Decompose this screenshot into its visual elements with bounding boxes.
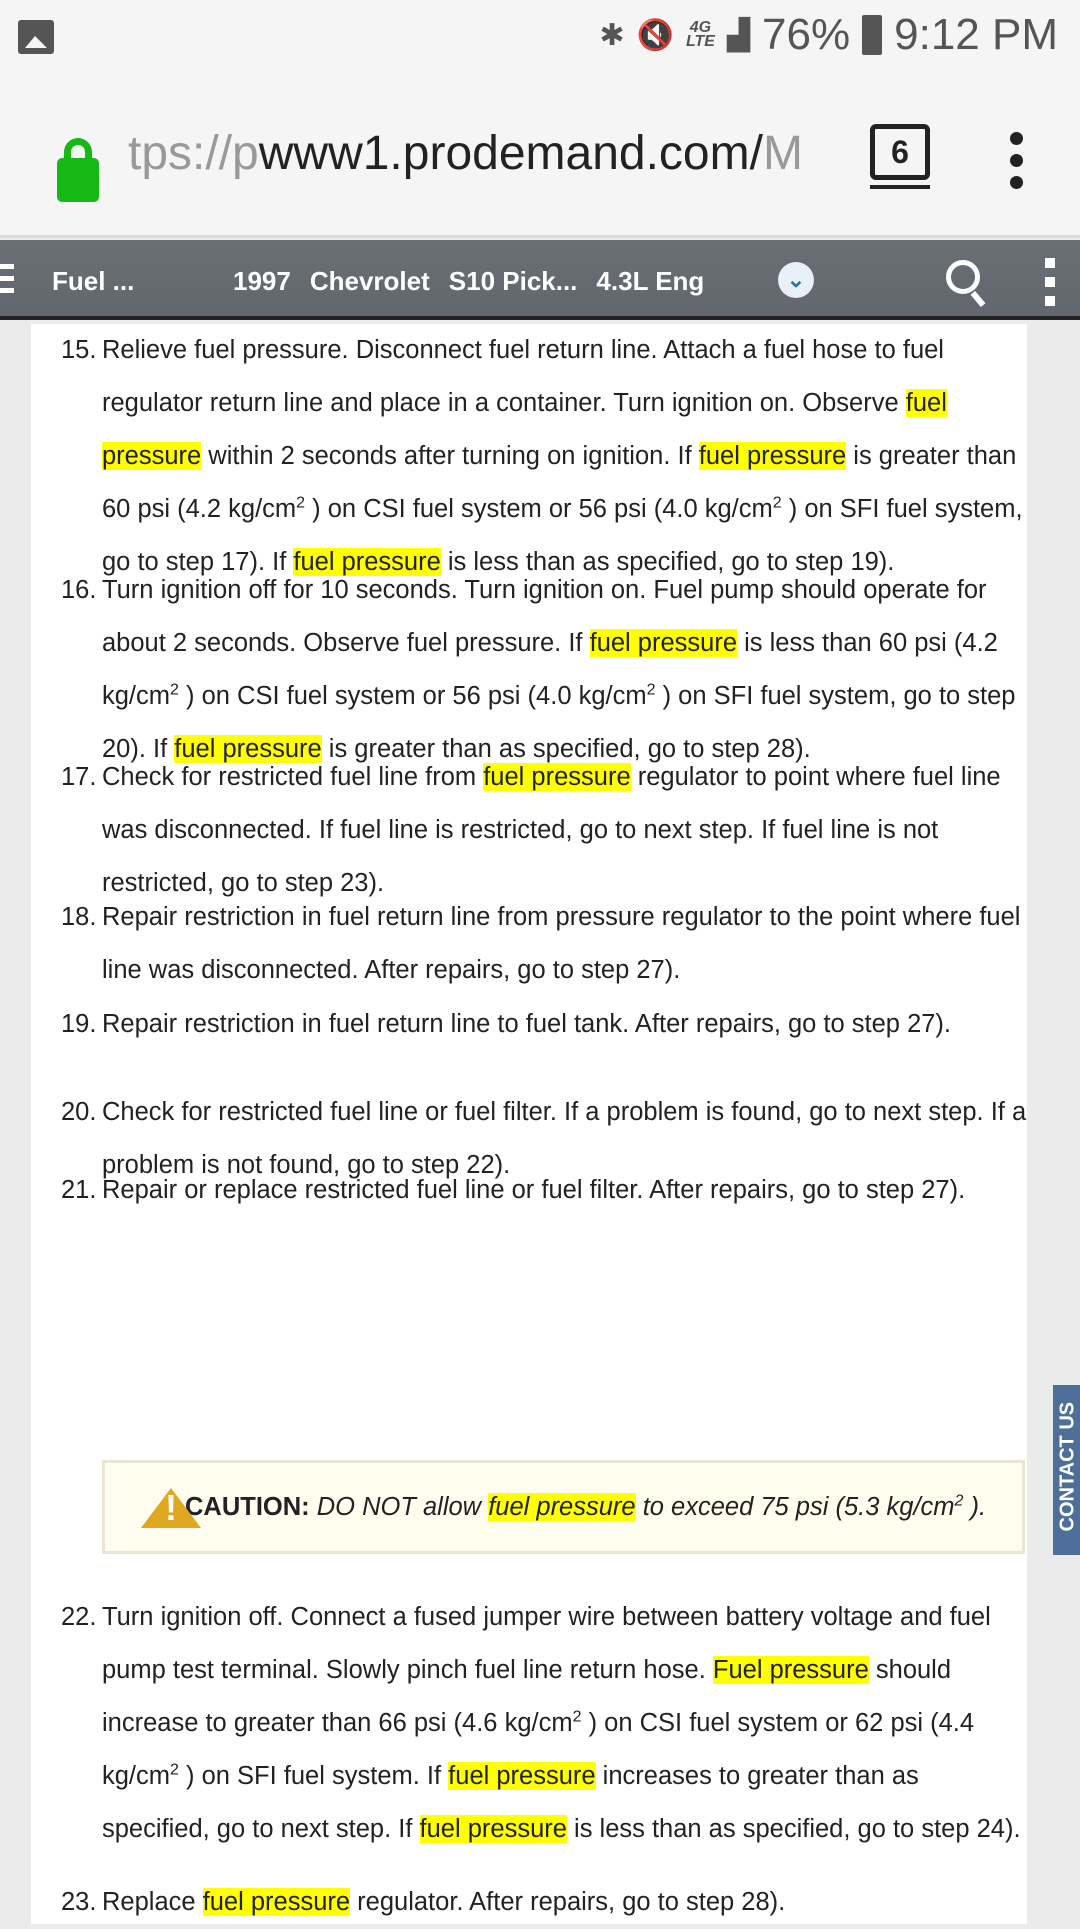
- vehicle-header: [0, 240, 1080, 320]
- vehicle-info[interactable]: [233, 266, 704, 297]
- text-segment: Repair or replace restricted fuel line or fuel filter. After repairs, go to step 27).: [102, 1176, 966, 1204]
- step-number: 21.: [61, 1176, 97, 1204]
- bluetooth-icon: ✱: [599, 18, 625, 52]
- url-bar[interactable]: [128, 126, 828, 181]
- text-segment: Replace: [102, 1888, 203, 1916]
- caution-text: to exceed 75 psi (5.3 kg/cm: [635, 1493, 955, 1521]
- text-segment: ) on CSI fuel system or 56 psi (4.0 kg/cm: [178, 682, 647, 710]
- network-label: 4G: [689, 19, 712, 36]
- contact-us-tab[interactable]: [1053, 1385, 1080, 1555]
- signal-icon: ▟: [726, 18, 751, 52]
- text-segment: is greater than 60 psi (4.2 kg/cm: [102, 442, 1017, 523]
- text-segment: Check for restricted fuel line or fuel filter. If a problem is found, go to next step. If a problem is not found, go to step 22).: [102, 1098, 1027, 1179]
- highlight: fuel pressure: [202, 1888, 351, 1916]
- highlight: fuel pressure: [174, 735, 322, 763]
- step-text: [102, 1591, 1027, 1856]
- browser-menu-icon[interactable]: [1006, 132, 1026, 198]
- text-segment: Turn ignition off. Connect a fused jumper wire between battery voltage and fuel pump test terminal. Slowly pinch fuel line return hose.: [102, 1603, 991, 1684]
- step-number: 15.: [61, 336, 97, 364]
- step-number: 20.: [61, 1098, 97, 1126]
- more-options-icon[interactable]: [1045, 258, 1055, 315]
- vibrate-mute-icon: 🔇: [636, 18, 674, 52]
- step-number: 18.: [61, 903, 97, 931]
- caution-label: CAUTION:: [185, 1493, 310, 1521]
- step-text: [102, 324, 1027, 589]
- text-segment: Repair restriction in fuel return line to fuel tank. After repairs, go to step 27).: [102, 1010, 952, 1038]
- step-number: 23.: [61, 1888, 97, 1916]
- text-segment: ) on SFI fuel system. If: [178, 1762, 449, 1790]
- step-text: [102, 1876, 1027, 1929]
- network-sub-label: LTE: [685, 33, 715, 50]
- chevron-down-icon[interactable]: ⌄: [778, 262, 814, 298]
- step-number: 16.: [61, 576, 97, 604]
- text-segment: Relieve fuel pressure. Disconnect fuel return line. Attach a fuel hose to fuel regulator return line and place in a container. Turn ignition on. Observe: [102, 336, 944, 417]
- caution-box: [102, 1460, 1025, 1554]
- section-title[interactable]: Fuel ...: [52, 266, 135, 296]
- highlight: Fuel pressure: [712, 1656, 869, 1684]
- hamburger-menu-icon[interactable]: [0, 264, 14, 300]
- text-segment: is less than 60 psi (4.2 kg/cm: [102, 629, 998, 710]
- step-text: [102, 751, 1027, 910]
- superscript: 2: [772, 494, 782, 512]
- superscript: 2: [572, 1708, 582, 1726]
- highlight: fuel pressure: [483, 763, 631, 791]
- text-segment: is greater than as specified, go to step 28).: [321, 735, 811, 763]
- superscript: 2: [170, 1761, 179, 1779]
- superscript: 2: [170, 681, 179, 699]
- text-segment: ) on SFI fuel system, go to step 20). If: [102, 682, 1016, 763]
- caution-text: ).: [963, 1493, 987, 1521]
- highlight: fuel pressure: [488, 1493, 636, 1521]
- step-text: [102, 1164, 1027, 1217]
- lock-icon[interactable]: [57, 138, 99, 182]
- highlight: fuel pressure: [293, 548, 441, 576]
- url-path: M: [762, 127, 803, 180]
- status-bar: [0, 0, 1080, 72]
- tab-switcher-button[interactable]: 6: [870, 124, 930, 180]
- search-icon[interactable]: [946, 260, 980, 294]
- text-segment: increases to greater than as specified, go to next step. If: [102, 1762, 919, 1843]
- step-number: 22.: [61, 1603, 97, 1631]
- battery-icon: [862, 15, 882, 55]
- text-segment: is less than as specified, go to step 19).: [440, 548, 895, 576]
- text-segment: within 2 seconds after turning on ignition. If: [201, 442, 699, 470]
- vehicle-model: S10 Pick...: [448, 266, 578, 296]
- text-segment: ) on CSI fuel system or 56 psi (4.0 kg/cm: [305, 495, 773, 523]
- superscript: 2: [954, 1492, 964, 1510]
- vehicle-engine: 4.3L Eng: [596, 266, 705, 296]
- text-segment: Repair restriction in fuel return line from pressure regulator to the point where fuel line was disconnected. After repairs, go to step 27).: [102, 903, 1021, 984]
- step-number: 19.: [61, 1010, 97, 1038]
- contact-us-label: CONTACT US: [1056, 1401, 1079, 1532]
- text-segment: ) on CSI fuel system or 62 psi (4.4 kg/cm: [102, 1709, 975, 1790]
- text-segment: ) on SFI fuel system, go to step 17). If: [102, 495, 1023, 576]
- step-text: [102, 564, 1027, 776]
- step-text: [102, 998, 1027, 1051]
- step-number: 17.: [61, 763, 97, 791]
- text-segment: regulator. After repairs, go to step 28).: [350, 1888, 786, 1916]
- procedure-content: [31, 324, 1027, 1924]
- vehicle-year: 1997: [233, 266, 291, 296]
- superscript: 2: [646, 681, 656, 699]
- highlight: fuel pressure: [419, 1815, 567, 1843]
- highlight: fuel pressure: [448, 1762, 596, 1790]
- superscript: 2: [296, 494, 306, 512]
- text-segment: Check for restricted fuel line from: [102, 763, 484, 791]
- text-segment: is less than as specified, go to step 24).: [566, 1815, 1021, 1843]
- highlight: fuel pressure: [102, 389, 947, 470]
- url-host: www1.prodemand.com/: [258, 127, 763, 180]
- vehicle-make: Chevrolet: [309, 266, 430, 296]
- highlight: fuel pressure: [589, 629, 738, 657]
- image-notification-icon: [18, 20, 54, 54]
- caution-text: DO NOT allow: [309, 1493, 489, 1521]
- step-text: [102, 891, 1027, 997]
- url-scheme: tps://p: [128, 127, 259, 180]
- highlight: fuel pressure: [698, 442, 847, 470]
- text-segment: should increase to greater than 66 psi (4.6 kg/cm: [102, 1656, 952, 1737]
- battery-percent: 76%: [762, 10, 851, 59]
- clock: 9:12 PM: [894, 10, 1058, 59]
- network-type-icon: [686, 21, 715, 49]
- warning-icon: [141, 1488, 201, 1528]
- text-segment: regulator to point where fuel line was disconnected. If fuel line is restricted, go to next step. If fuel line is not restricted, go to step 23).: [102, 763, 1001, 897]
- text-segment: Turn ignition off for 10 seconds. Turn ignition on. Fuel pump should operate for about 2 seconds. Observe fuel pressure. If: [102, 576, 987, 657]
